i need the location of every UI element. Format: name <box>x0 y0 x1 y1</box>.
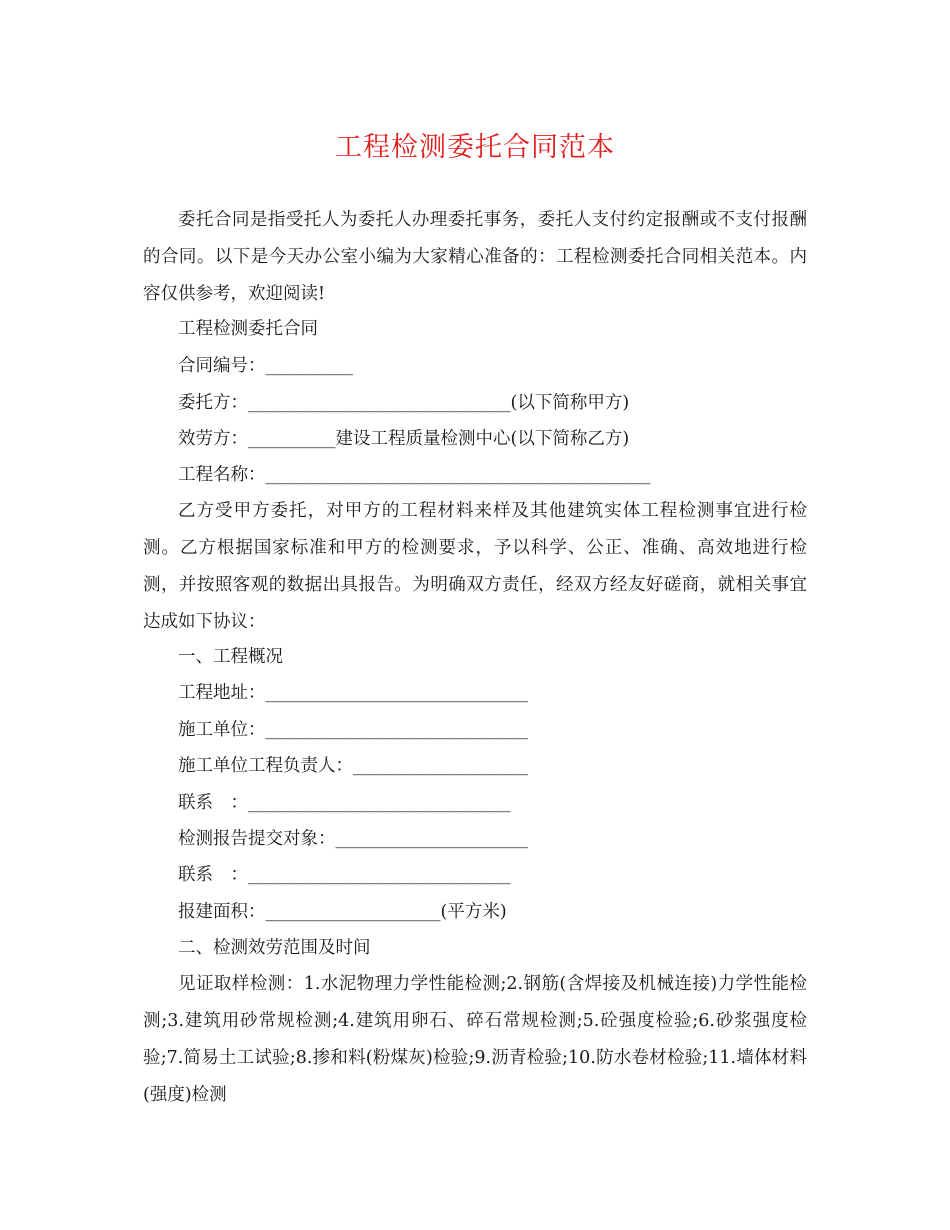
document-title: 工程检测委托合同范本 <box>335 132 615 163</box>
agreement-paragraph: 乙方受甲方委托，对甲方的工程材料来样及其他建筑实体工程检测事宜进行检测。乙方根据国家标准和甲方的检测要求，予以科学、公正、准确、高效地进行检测，并按照客观的数据出具报告。为明确双方责任，经双方经友好磋商，就相关事宜达成如下协议： <box>143 501 807 632</box>
contract-heading: 工程检测委托合同 <box>178 319 318 339</box>
responsible-person-field: 施工单位工程负责人：____________________ <box>178 756 528 776</box>
contract-number-field: 合同编号：__________ <box>178 356 353 376</box>
project-address-field: 工程地址：______________________________ <box>178 683 528 703</box>
provider-field: 效劳方：__________建设工程质量检测中心(以下简称乙方) <box>178 429 630 449</box>
contact-field-2: 联系 ：______________________________ <box>178 865 511 885</box>
scope-paragraph: 见证取样检测：1.水泥物理力学性能检测;2.钢筋(含焊接及机械连接)力学性能检测;3.建筑用砂常规检测;4.建筑用卵石、碎石常规检测;5.砼强度检验;6.砂浆强度检验;7.简易土工试验;8.掺和料(粉煤灰)检验;9.沥青检验;10.防水卷材检验;11.墙体材料(强度)检测 <box>143 974 807 1105</box>
intro-paragraph: 委托合同是指受托人为委托人办理委托事务，委托人支付约定报酬或不支付报酬的合同。以下是今天办公室小编为大家精心准备的：工程检测委托合同相关范本。内容仅供参考，欢迎阅读! <box>143 210 807 304</box>
contact-field-1: 联系 ：______________________________ <box>178 793 511 813</box>
project-name-field: 工程名称：____________________________________________ <box>178 465 651 485</box>
section-2-heading: 二、检测效劳范围及时间 <box>178 938 371 958</box>
building-area-field: 报建面积：____________________(平方米) <box>178 902 507 922</box>
client-field: 委托方：______________________________(以下简称甲方) <box>178 393 630 413</box>
section-1-heading: 一、工程概况 <box>178 647 283 667</box>
construction-unit-field: 施工单位：______________________________ <box>178 720 528 740</box>
report-recipient-field: 检测报告提交对象：______________________ <box>178 829 528 849</box>
